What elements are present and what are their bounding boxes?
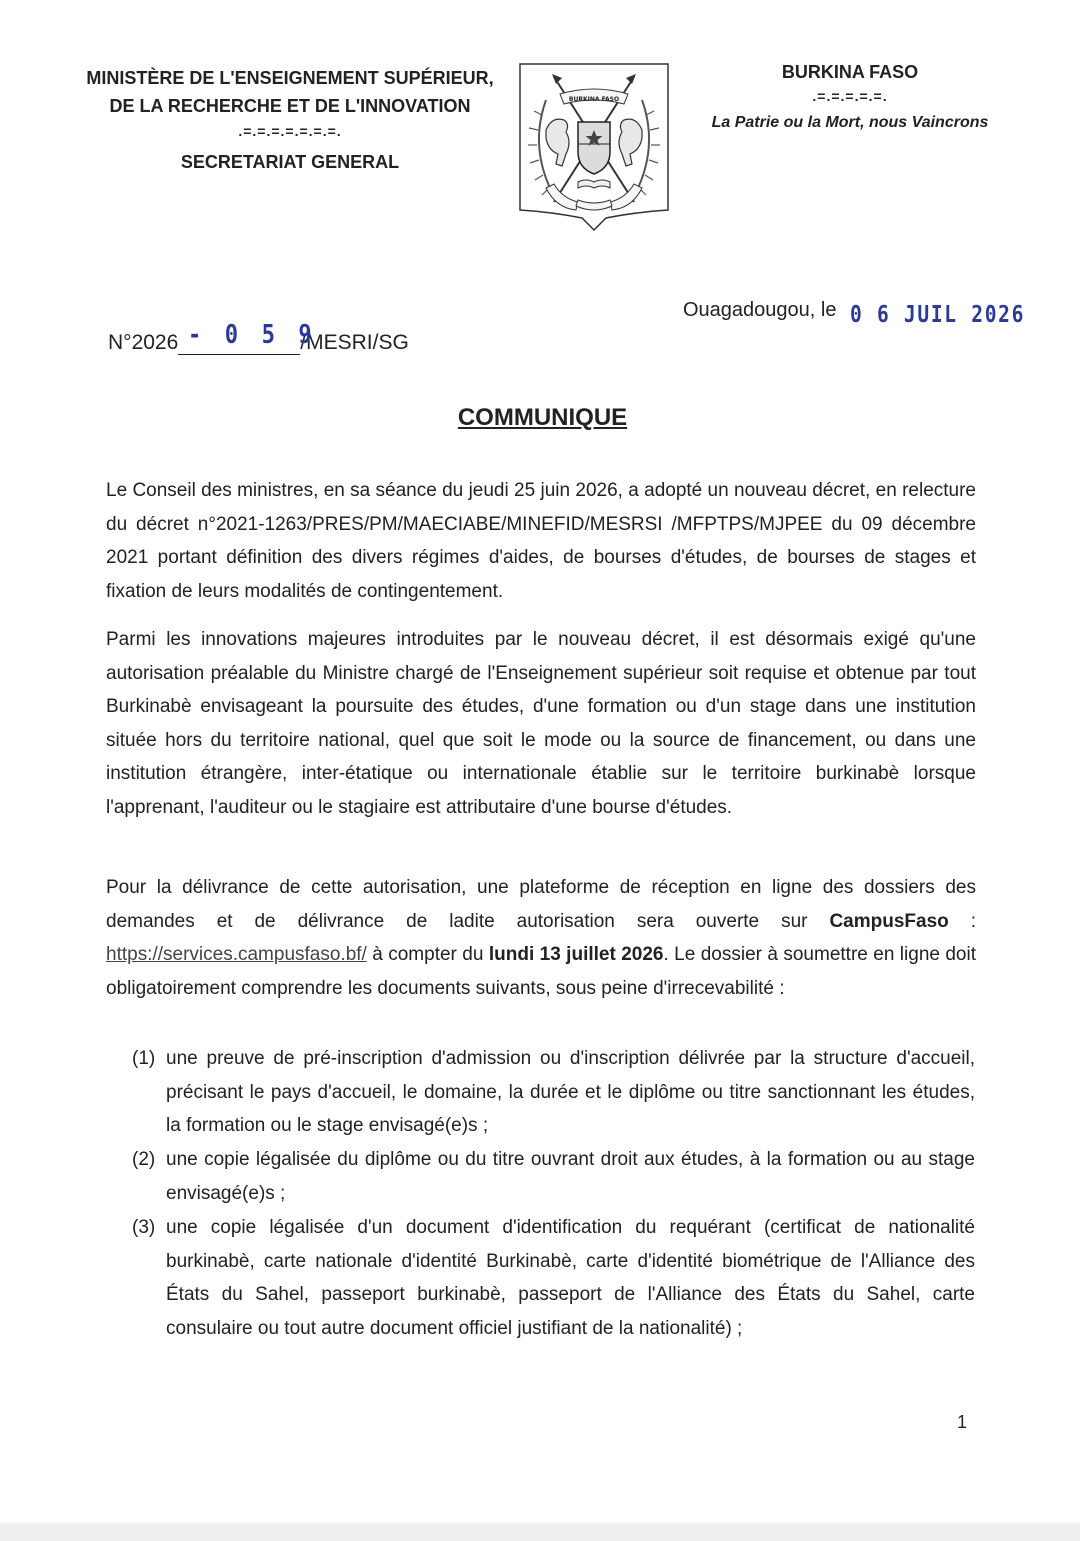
- list-item-number: (2): [132, 1149, 156, 1170]
- date-line: [683, 296, 1056, 328]
- reference-number: [108, 320, 409, 355]
- header-separator: .=.=.=.=.=.=.=.: [238, 123, 342, 139]
- list-item-number: (1): [132, 1048, 156, 1069]
- national-motto: La Patrie ou la Mort, nous Vaincrons: [711, 114, 989, 131]
- list-item: [132, 1211, 975, 1345]
- paragraph-3-middle: à compter du: [366, 944, 489, 965]
- ministry-header: [80, 64, 500, 176]
- list-item-text: une copie légalisée du diplôme ou du titre ouvrant droit aux études, à la formation ou au stage envisagé(e)s ;: [166, 1149, 975, 1204]
- country-separator: .=.=.=.=.=.: [812, 88, 888, 104]
- paragraph-3-end: . Le dossier à soumettre en ligne doit obligatoirement comprendre les documents suivants, sous peine d'irrecevabilité :: [106, 944, 977, 999]
- page-bottom-edge: [0, 1523, 1080, 1541]
- paragraph-3: [106, 871, 976, 1005]
- list-item-text: une preuve de pré-inscription d'admission ou d'inscription délivrée par la structure d'accueil, précisant le pays d'accueil, le domaine, la durée et le diplôme ou titre sanctionnant les études, la formation ou le stage envisagé(e)s ;: [166, 1048, 975, 1136]
- reference-suffix: /MESRI/SG: [300, 331, 409, 354]
- list-item-text: une copie légalisée d'un document d'identification du requérant (certificat de nationalité burkinabè, carte nationale d'identité Burkinabè, carte d'identité biométrique de l'Alliance des États du Sahel, passeport burkinabè, passeport de l'Alliance des États du Sahel, carte consulaire ou tout autre document officiel justifiant de la nationalité) ;: [166, 1217, 975, 1339]
- reference-blank: [178, 320, 318, 355]
- paragraph-1: Le Conseil des ministres, en sa séance du jeudi 25 juin 2026, a adopté un nouveau décret, en relecture du décret n°2021-1263/PRES/PM/MAECIABE/MINEFID/MESRSI /MFPTPS/MJPEE du 09 décembre 2021 portant définition des divers régimes d'aides, de bourses d'études, de bourses de stages et fixation de leurs modalités de contingentement.: [106, 480, 976, 602]
- country-name: BURKINA FASO: [781, 62, 919, 82]
- date-prefix: Ouagadougou, le: [683, 299, 837, 321]
- country-header: [695, 58, 1005, 138]
- platform-name: CampusFaso: [829, 910, 949, 932]
- paragraph-3-intro: Pour la délivrance de cette autorisation, une plateforme de réception en ligne des dossiers des demandes et de délivrance de ladite autorisation sera ouverte sur: [106, 877, 976, 932]
- list-item: [132, 1143, 975, 1210]
- coat-of-arms-icon: [516, 60, 672, 232]
- reference-stamp: - 0 5 9: [188, 320, 318, 350]
- paragraph-2: Parmi les innovations majeures introduites par le nouveau décret, il est désormais exigé qu'une autorisation préalable du Ministre chargé de l'Enseignement supérieur soit requise et obtenue par tout Burkinabè envisageant la poursuite des études, d'une formation ou d'un stage dans une institution située hors du territoire national, quel que soit le mode ou la source de financement, ou dans une institution étrangère, inter-étatique ou internationale établie sur le territoire burkinabè lorsque l'apprenant, l'auditeur ou le stagiaire est attributaire d'une bourse d'études.: [106, 629, 976, 818]
- secretariat-general: SECRETARIAT GENERAL: [180, 152, 400, 172]
- reference-prefix: N°2026: [108, 331, 179, 354]
- ministry-name-line1: MINISTÈRE DE L'ENSEIGNEMENT SUPÉRIEUR,: [86, 68, 494, 88]
- opening-date: lundi 13 juillet 2026: [488, 944, 664, 965]
- document-title: COMMUNIQUE: [457, 404, 628, 431]
- list-item-number: (3): [132, 1217, 156, 1238]
- ministry-name-line2: DE LA RECHERCHE ET DE L'INNOVATION: [109, 96, 471, 116]
- page-number: 1: [957, 1412, 968, 1432]
- paragraph-3-colon: :: [948, 910, 977, 932]
- svg-text:BURKINA FASO: BURKINA FASO: [568, 96, 620, 103]
- date-stamp: 0 6 JUIL 2026: [850, 302, 1026, 328]
- list-item: [132, 1042, 975, 1143]
- campusfaso-link[interactable]: https://services.campusfaso.bf/: [106, 944, 367, 965]
